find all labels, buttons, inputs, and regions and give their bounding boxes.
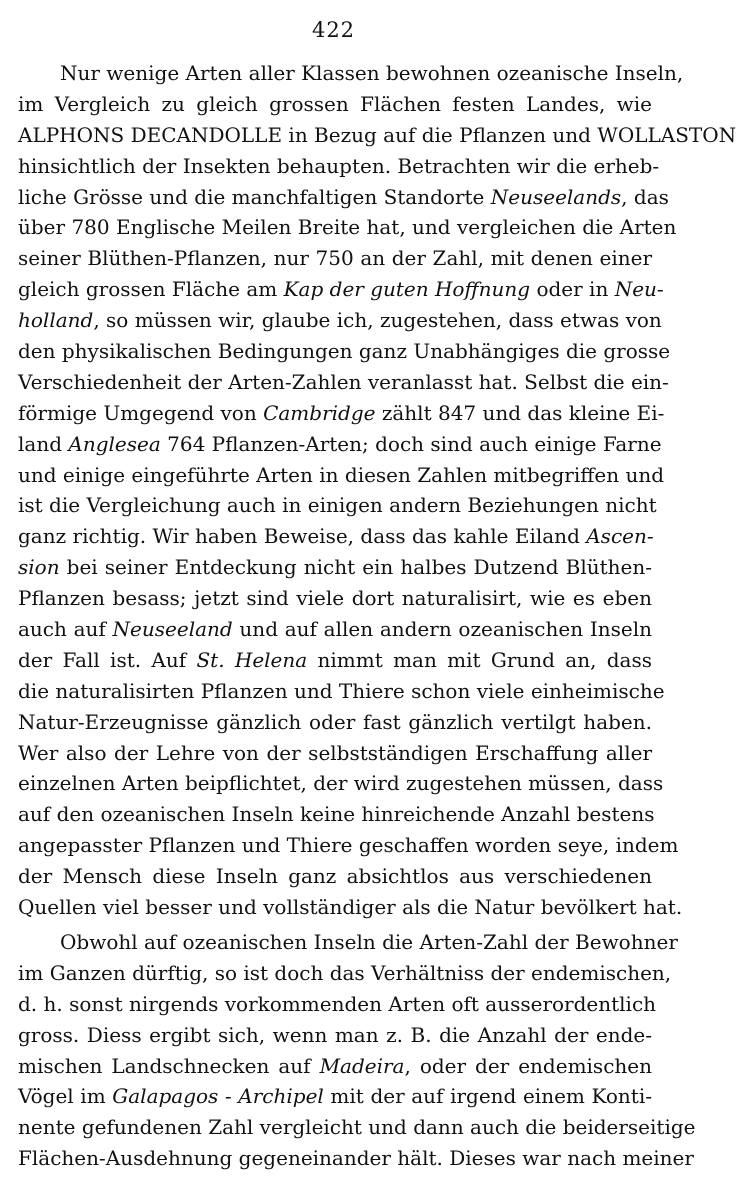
text-segment: und auf allen andern ozeanischen Inseln [232, 617, 652, 642]
author-name-decandolle: ALPHONS DECANDOLLE [18, 122, 283, 147]
text-segment: förmige Umgegend von [18, 400, 264, 425]
place-name-cambridge: Cambridge [263, 400, 376, 425]
text-line: im Ganzen dürftig, so ist doch das Verhältniss der endemischen, [18, 960, 672, 985]
text-line [18, 1051, 652, 1082]
text-line: Nur wenige Arten aller Klassen bewohnen ozeanische Inseln, [60, 61, 684, 85]
text-segment: mischen Landschnecken auf [18, 1053, 320, 1078]
text-segment: mit der auf irgend einem Konti- [323, 1084, 652, 1109]
text-line: Flächen-Ausdehnung gegeneinander hält. Dieses war nach meiner [18, 1146, 694, 1171]
text-line [18, 120, 736, 151]
text-line: ist die Vergleichung auch in einigen andern Beziehungen nicht [18, 493, 657, 518]
paragraph-1 [18, 58, 736, 923]
place-name-st-helena: St. Helena [196, 647, 308, 672]
text-segment: land [18, 431, 69, 456]
text-line: im Vergleich zu gleich grossen Flächen festen Landes, wie [18, 91, 652, 116]
author-name-wollaston: WOLLASTON [597, 122, 736, 147]
text-line: und einige eingeführte Arten in diesen Zahlen mitbegriffen und [18, 462, 665, 487]
text-line: nente gefundenen Zahl vergleicht und dann auch die beiderseitige [18, 1115, 696, 1140]
place-name-neuseelands: Neuseelands [490, 184, 622, 209]
body-text [18, 58, 736, 1174]
text-line: den physikalischen Bedingungen ganz Unabhängiges die grosse [18, 339, 671, 364]
text-segment: , so müssen wir, glaube ich, zugestehen, dass etwas von [93, 308, 662, 333]
place-name-neuholland-start: Neu- [614, 277, 664, 302]
text-line: seiner Blüthen-Pflanzen, nur 750 an der Zahl, mit denen einer [18, 246, 652, 271]
text-segment: , das [621, 184, 669, 209]
place-name-madeira: Madeira [319, 1053, 405, 1078]
text-segment: auch auf [18, 617, 113, 642]
text-segment: oder in [530, 277, 615, 302]
text-line: Verschiedenheit der Arten-Zahlen veranlasst hat. Selbst die ein- [18, 369, 669, 394]
text-segment: zählt 847 und das kleine Ei- [375, 400, 665, 425]
text-line: der Mensch diese Inseln ganz absichtlos aus verschiedenen [18, 864, 652, 889]
text-line: Obwohl auf ozeanischen Inseln die Arten-Zahl der Bewohner [60, 929, 678, 954]
text-segment: nimmt man mit Grund an, dass [307, 647, 652, 672]
text-line: Natur-Erzeugnisse gänzlich oder fast gänzlich vertilgt haben. [18, 709, 652, 734]
text-line: hinsichtlich der Insekten behaupten. Betrachten wir die erheb- [18, 153, 660, 178]
text-line: d. h. sonst nirgends vorkommenden Arten oft ausserordentlich [18, 991, 657, 1016]
text-segment: bei seiner Entdeckung nicht ein halbes Dutzend Blüthen- [59, 555, 652, 580]
text-segment: , oder der endemischen [404, 1053, 652, 1078]
text-line [18, 1081, 652, 1112]
text-line: einzelnen Arten beipflichtet, der wird zugestehen müssen, dass [18, 771, 664, 796]
text-segment: liche Grösse und die manchfaltigen Standorte [18, 184, 491, 209]
paragraph-2 [18, 927, 696, 1174]
text-line [18, 182, 669, 213]
place-name-neuseeland: Neuseeland [112, 617, 233, 642]
place-name-neuholland-end: holland [18, 308, 94, 333]
text-line: angepasster Pflanzen und Thiere geschaffen worden seye, indem [18, 833, 679, 858]
place-name-kap: Kap der guten Hoffnung [283, 277, 531, 302]
text-segment: Vögel im [18, 1084, 113, 1109]
text-segment: 764 Pflanzen-Arten; doch sind auch einige Farne [160, 431, 662, 456]
text-line: Quellen viel besser und vollständiger als die Natur bevölkert hat. [18, 895, 683, 920]
text-line: Wer also der Lehre von der selbstständigen Erschaffung aller [18, 740, 652, 765]
text-line [18, 305, 662, 336]
text-segment: der Fall ist. Auf [18, 647, 197, 672]
text-line: gross. Diess ergibt sich, wenn man z. B. die Anzahl der ende- [18, 1022, 652, 1047]
place-name-ascension-start: Ascen- [586, 524, 654, 549]
text-line [18, 614, 652, 645]
text-segment: ganz richtig. Wir haben Beweise, dass das kahle Eiland [18, 524, 587, 549]
place-name-ascension-end: sion [18, 555, 60, 580]
text-line: die naturalisirten Pflanzen und Thiere schon viele einheimische [18, 678, 665, 703]
text-line: auf den ozeanischen Inseln keine hinreichende Anzahl bestens [18, 802, 655, 827]
text-segment: gleich grossen Fläche am [18, 277, 284, 302]
text-line [18, 552, 652, 583]
place-name-anglesea: Anglesea [68, 431, 161, 456]
place-name-galapagos: Galapagos - Archipel [112, 1084, 324, 1109]
text-segment: in Bezug auf die Pflanzen und [282, 122, 598, 147]
page-number: 422 [311, 18, 356, 42]
text-line: über 780 Englische Meilen Breite hat, und vergleichen die Arten [18, 215, 677, 240]
text-line [18, 521, 652, 552]
text-line [18, 429, 662, 460]
text-line [18, 645, 652, 676]
text-line [18, 398, 665, 429]
text-line: Pflanzen besass; jetzt sind viele dort naturalisirt, wie es eben [18, 586, 652, 611]
text-line [18, 274, 664, 305]
